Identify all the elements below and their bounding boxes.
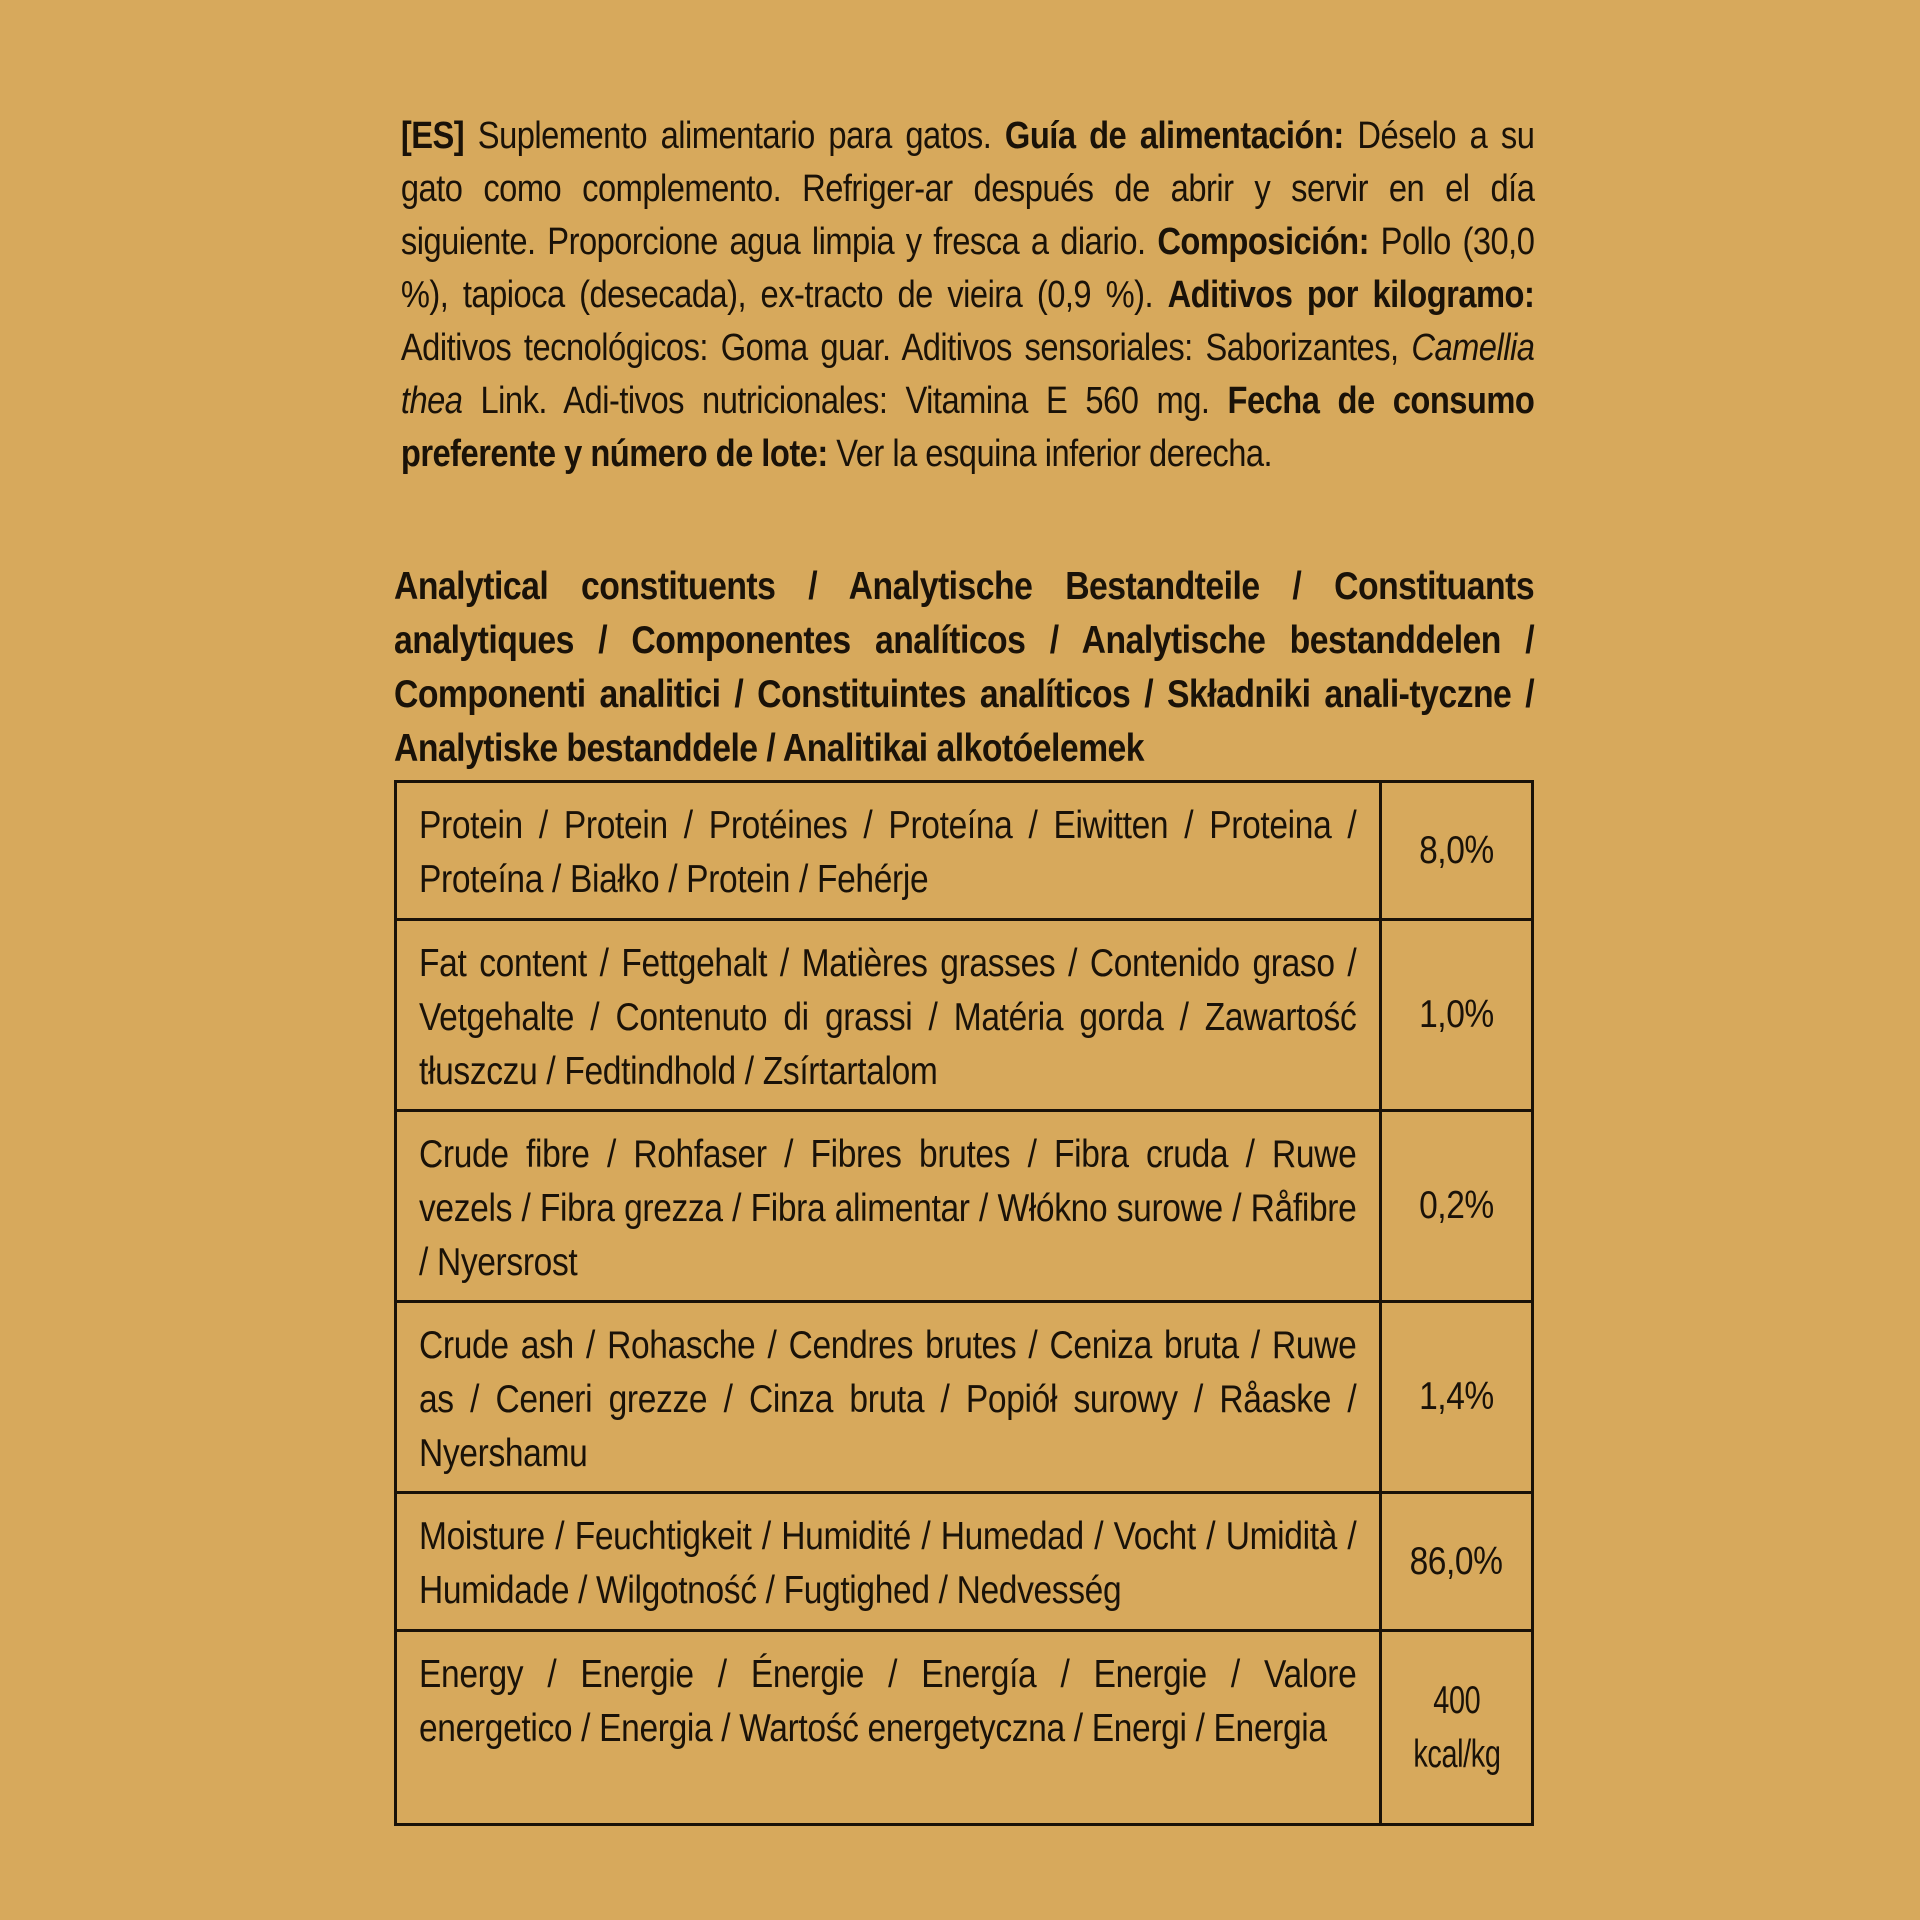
constituent-label: Protein / Protein / Protéines / Proteína / Eiwitten / Proteina / Proteína / Białko / Protein / Fehérje xyxy=(419,804,1357,901)
constituent-value: 86,0% xyxy=(1410,1539,1503,1583)
table-row xyxy=(397,783,1531,921)
constituent-label: Fat content / Fettgehalt / Matières grasses / Contenido graso / Vetgehalte / Contenuto di grassi / Matéria gorda / Zawartość tłuszczu / Fedtindhold / Zsírtartalom xyxy=(419,942,1357,1093)
best-before-text: Ver la esquina inferior derecha. xyxy=(827,433,1273,475)
constituent-value: 8,0% xyxy=(1419,828,1494,872)
additives-italic-name: Camellia thea xyxy=(400,327,1535,422)
constituent-value-cell xyxy=(1382,1494,1531,1629)
constituent-value: 0,2% xyxy=(1419,1184,1494,1227)
constituent-value-cell xyxy=(1382,783,1531,918)
best-before-label: Fecha de consumo preferente y número de lote: xyxy=(400,380,1535,475)
constituent-label: Crude fibre / Rohfaser / Fibres brutes / Fibra cruda / Ruwe vezels / Fibra grezza / Fibra alimentar / Włókno surowe / Råfibre / Nyersrost xyxy=(419,1133,1357,1284)
constituent-value-cell xyxy=(1382,1112,1531,1300)
constituent-label: Energy / Energie / Énergie / Energía / Energie / Valore energetico / Energia / Wartość energetyczna / Energi / Energia xyxy=(419,1653,1357,1750)
additives-text-2: Link. Adi-tivos nutricionales: Vitamina E 560 mg. xyxy=(462,380,1228,422)
additives-label: Aditivos por kilogramo: xyxy=(1167,274,1535,316)
table-row xyxy=(397,1112,1531,1303)
table-row xyxy=(397,1632,1531,1823)
table-row xyxy=(397,1303,1531,1494)
constituent-label-cell xyxy=(397,1112,1382,1300)
constituent-label-cell xyxy=(397,1303,1382,1491)
constituent-label: Moisture / Feuchtigkeit / Humidité / Humedad / Vocht / Umidità / Humidade / Wilgotność / Fugtighed / Nedvesség xyxy=(419,1515,1357,1612)
constituent-value xyxy=(1406,1674,1507,1782)
label-content xyxy=(394,110,1535,1776)
constituent-label-cell xyxy=(397,921,1382,1109)
constituent-label-cell xyxy=(397,1632,1382,1823)
table-row xyxy=(397,1494,1531,1632)
composition-label: Composición: xyxy=(1157,221,1369,263)
constituent-value-cell xyxy=(1382,1632,1531,1823)
composition-text: Pollo (30,0 %), tapioca (desecada), ex-tracto de vieira (0,9 %). xyxy=(400,221,1535,316)
additives-text-1: Aditivos tecnológicos: Goma guar. Aditivos sensoriales: Saborizantes, xyxy=(400,327,1412,369)
feeding-guide-text: Déselo a su gato como complemento. Refriger-ar después de abrir y servir en el día siguiente. Proporcione agua limpia y fresca a diario. xyxy=(400,115,1535,263)
energy-value-unit: kcal/kg xyxy=(1412,1732,1501,1776)
constituent-label: Crude ash / Rohasche / Cendres brutes / Ceniza bruta / Ruwe as / Ceneri grezze / Cinza bruta / Popiół surowy / Råaske / Nyershamu xyxy=(419,1324,1357,1475)
energy-value-number: 400 xyxy=(1432,1678,1481,1722)
feeding-guide-label: Guía de alimentación: xyxy=(1004,115,1344,157)
language-tag: [ES] xyxy=(400,115,465,157)
constituent-label-cell xyxy=(397,1494,1382,1629)
analytical-constituents-table xyxy=(394,780,1534,1826)
constituent-label-cell xyxy=(397,783,1382,918)
product-description: Suplemento alimentario para gatos. xyxy=(464,115,992,157)
spanish-label-text xyxy=(394,110,1534,530)
constituent-value: 1,4% xyxy=(1419,1375,1494,1418)
constituent-value-cell xyxy=(1382,921,1531,1109)
table-row xyxy=(397,921,1531,1112)
constituent-value: 1,0% xyxy=(1419,993,1494,1036)
analytical-constituents-heading: Analytical constituents / Analytische Bestandteile / Constituants analytiques / Componentes analíticos / Analytische bestanddelen / Componenti analitici / Constituintes analíticos / Składniki anali-tyczne / Analytiske bestanddele / Analitikai alkotóelemek xyxy=(394,565,1535,770)
constituent-value-cell xyxy=(1382,1303,1531,1491)
